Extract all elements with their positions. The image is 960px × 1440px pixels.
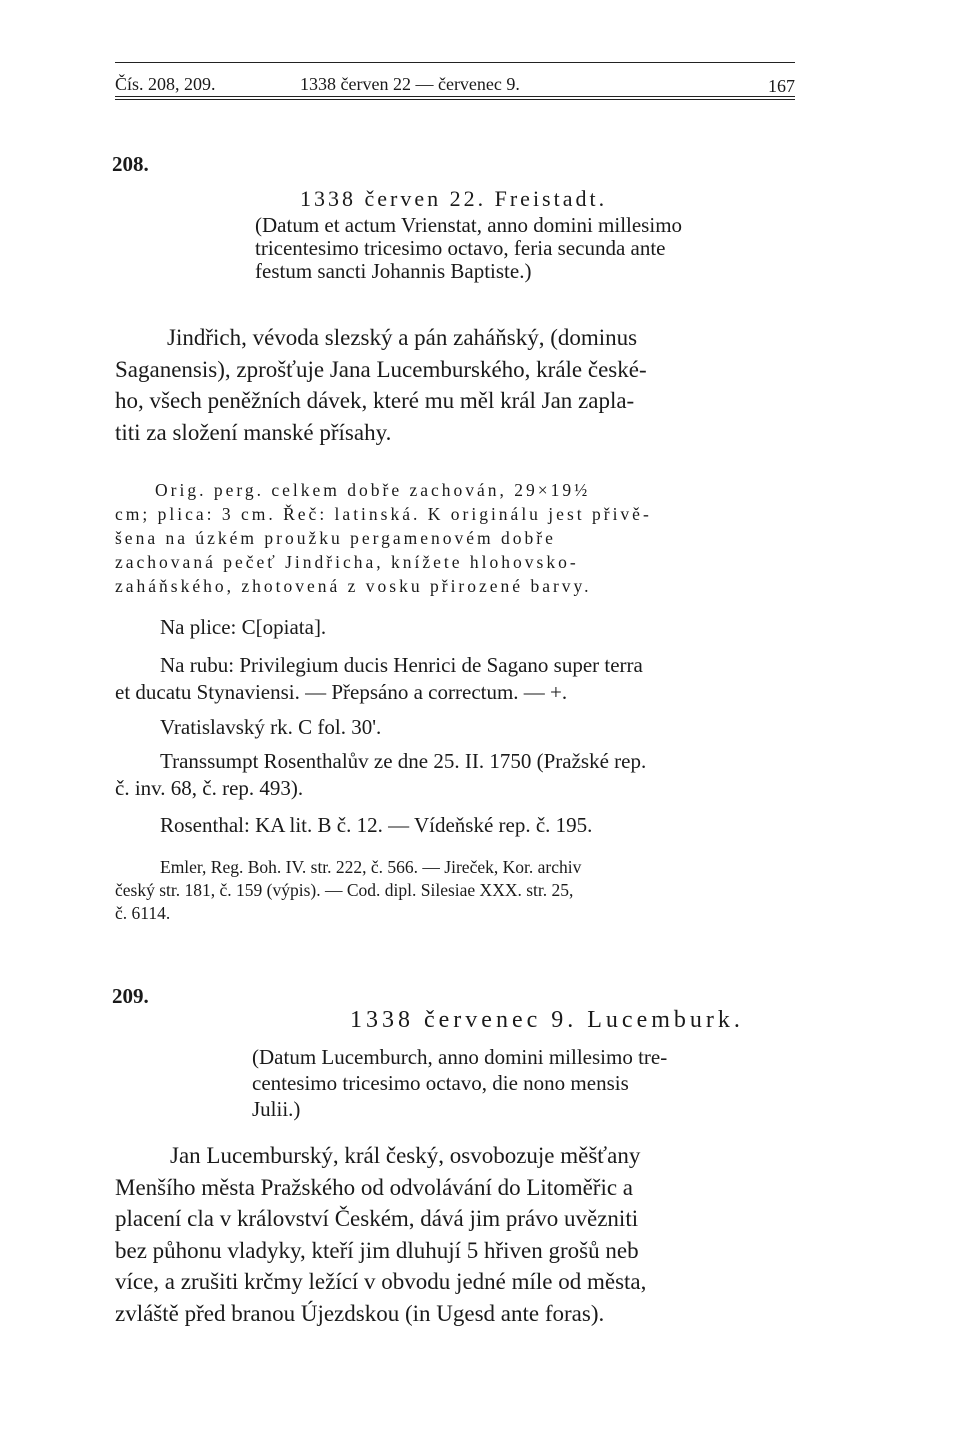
- regest-line: ho, všech peněžních dávek, které mu měl král Jan zapla-: [115, 388, 635, 413]
- datum-line: festum sancti Johannis Baptiste.): [255, 259, 532, 283]
- regest-line: bez půhonu vladyky, kteří jim dluhují 5 hřiven grošů neb: [115, 1237, 639, 1263]
- header-rule-double: [115, 99, 795, 100]
- note-line: cm; plica: 3 cm. Řeč: latinská. K originálu jest přivě-: [115, 504, 652, 524]
- regest-line: Jan Lucemburský, král český, osvobozuje měšťany: [170, 1143, 641, 1168]
- note-line: šena na úzkém proužku pergamenovém dobře: [115, 528, 556, 548]
- datum-line: tricentesimo tricesimo octavo, feria secunda ante: [255, 236, 666, 260]
- vratislav-note-208: Vratislavský rk. C fol. 30'.: [160, 715, 382, 739]
- note-line: Orig. perg. celkem dobře zachován, 29×19½: [155, 480, 591, 500]
- transsumpt-line: Transsumpt Rosenthalův ze dne 25. II. 1750 (Pražské rep.: [160, 749, 647, 773]
- regest-208: [115, 322, 800, 448]
- regest-line: více, a zrušiti krčmy ležící v obvodu jedné míle od města,: [115, 1269, 647, 1294]
- datum-line: (Datum et actum Vrienstat, anno domini millesimo: [255, 213, 683, 237]
- transsumpt-line: č. inv. 68, č. rep. 493).: [115, 776, 304, 800]
- date-place-209: 1338 červenec 9. Lucemburk.: [350, 1007, 744, 1033]
- regest-209: [115, 1140, 800, 1329]
- regest-line: Jindřich, vévoda slezský a pán zaháňský, (dominus: [167, 325, 638, 350]
- header-date-range: 1338 červen 22 — červenec 9.: [300, 74, 520, 94]
- regest-line: Menšího města Pražského od odvolávání do Litoměřic a: [115, 1174, 634, 1200]
- note-line: zaháňského, zhotovená z vosku přirozené barvy.: [115, 576, 592, 596]
- datum-line: (Datum Lucemburch, anno domini millesimo tre-: [252, 1045, 668, 1069]
- transsumpt-note-208: [115, 748, 800, 802]
- original-description-208: [115, 478, 805, 598]
- literature-line: Emler, Reg. Boh. IV. str. 222, č. 566. — Jireček, Kor. archiv: [160, 857, 582, 877]
- datum-clause-209: [252, 1044, 800, 1122]
- datum-line: centesimo tricesimo octavo, die nono mensis: [252, 1071, 629, 1095]
- dorsal-note-208: [115, 652, 800, 706]
- regest-line: placení cla v království Českém, dává jim právo uvězniti: [115, 1206, 639, 1231]
- header-top-rule: [115, 62, 795, 63]
- header-document-numbers: Čís. 208, 209.: [115, 74, 216, 94]
- literature-line: český str. 181, č. 159 (výpis). — Cod. dipl. Silesiae XXX. str. 25,: [115, 880, 574, 900]
- document-number-208: 208.: [112, 152, 149, 176]
- header-rule: [115, 96, 795, 97]
- plica-note-208: Na plice: C[opiata].: [160, 615, 327, 639]
- regest-line: zvláště před branou Újezdskou (in Ugesd ante foras).: [115, 1300, 605, 1326]
- literature-208: [115, 856, 805, 925]
- regest-line: titi za složení manské přísahy.: [115, 419, 392, 445]
- datum-clause-208: [255, 214, 800, 283]
- document-number-209: 209.: [112, 984, 149, 1008]
- regest-line: Saganensis), zprošťuje Jana Lucemburského, krále české-: [115, 356, 647, 382]
- note-line: zachovaná pečeť Jindřicha, knížete hlohovsko-: [115, 552, 579, 572]
- date-place-208: 1338 červen 22. Freistadt.: [300, 186, 608, 211]
- literature-line: č. 6114.: [115, 903, 171, 923]
- page-number: 167: [768, 76, 795, 96]
- datum-line: Julii.): [252, 1097, 301, 1121]
- dorsal-line: Na rubu: Privilegium ducis Henrici de Sagano super terra: [160, 653, 643, 677]
- running-header: [115, 62, 795, 102]
- dorsal-line: et ducatu Stynaviensi. — Přepsáno a correctum. — +.: [115, 680, 568, 704]
- rosenthal-note-208: Rosenthal: KA lit. B č. 12. — Vídeňské rep. č. 195.: [160, 813, 593, 837]
